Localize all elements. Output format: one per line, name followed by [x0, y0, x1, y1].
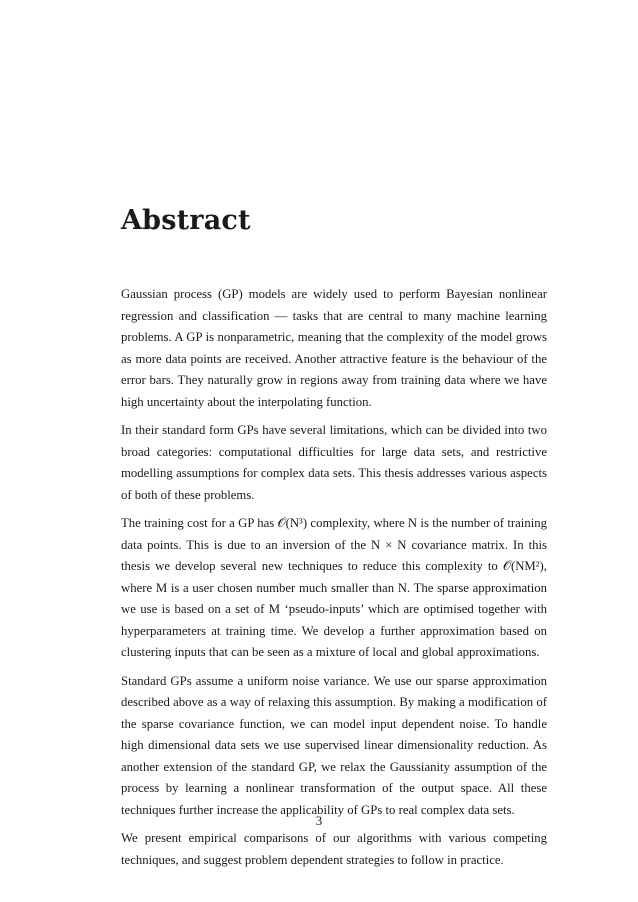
paragraph-2: In their standard form GPs have several limitations, which can be divided into two broad categories: computational difficulties for large data sets, and restrictive modelling assumptions for complex data sets. This thesis addresses various aspects of both of these problems. — [121, 423, 547, 502]
page-number: 3 — [315, 813, 323, 828]
abstract-body — [121, 284, 547, 878]
paragraph-3: The training cost for a GP has 𝒪(N³) complexity, where N is the number of training data points. This is due to an inversion of the N × N covariance matrix. In this thesis we develop several new techniques to reduce this complexity to 𝒪(NM²), where M is a user chosen number much smaller than N. The sparse approximation we use is based on a set of M ‘pseudo-inputs’ which are optimised together with hyperparameters at training time. We develop a further approximation based on clustering inputs that can be seen as a mixture of local and global approximations. — [121, 516, 547, 659]
paragraph-4: Standard GPs assume a uniform noise variance. We use our sparse approximation described above as a way of relaxing this assumption. By making a modification of the sparse covariance function, we can model input dependent noise. To handle high dimensional data sets we use supervised linear dimensionality reduction. As another extension of the standard GP, we relax the Gaussianity assumption of the process by learning a nonlinear transformation of the output space. All these techniques further increase the applicability of GPs to real complex data sets. — [121, 673, 547, 817]
paragraph-5: We present empirical comparisons of our algorithms with various competing techniques, and suggest problem dependent strategies to follow in practice. — [121, 831, 547, 867]
abstract-heading: Abstract — [121, 205, 251, 236]
paragraph-1: Gaussian process (GP) models are widely used to perform Bayesian nonlinear regression and classification — tasks that are central to many machine learning problems. A GP is nonparametric, meaning that the complexity of the model grows as more data points are received. Another attractive feature is the behaviour of the error bars. They naturally grow in regions away from training data where we have high uncertainty about the interpolating function. — [121, 287, 547, 409]
